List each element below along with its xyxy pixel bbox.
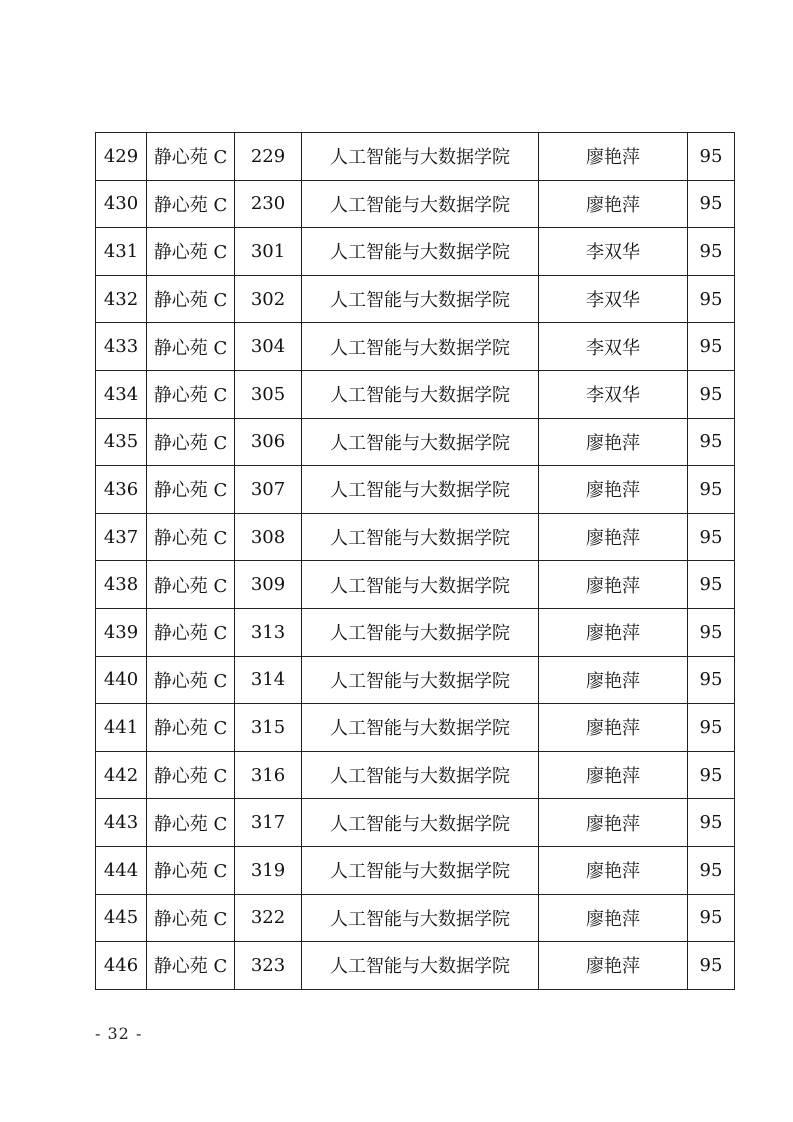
room-number-cell: 306 — [235, 418, 302, 466]
room-number-cell: 316 — [235, 751, 302, 799]
inspector-name-cell: 廖艳萍 — [539, 180, 688, 228]
row-number-cell: 430 — [96, 180, 147, 228]
table-row — [96, 513, 735, 561]
inspector-name-cell: 廖艳萍 — [539, 751, 688, 799]
building-cell: 静心苑 C — [147, 704, 235, 752]
score-cell: 95 — [688, 656, 735, 704]
college-cell: 人工智能与大数据学院 — [302, 751, 539, 799]
room-number-cell: 305 — [235, 370, 302, 418]
college-cell: 人工智能与大数据学院 — [302, 513, 539, 561]
room-number-cell: 301 — [235, 228, 302, 276]
table-row — [96, 466, 735, 514]
table-row — [96, 846, 735, 894]
table-row — [96, 751, 735, 799]
table-row — [96, 561, 735, 609]
row-number-cell: 436 — [96, 466, 147, 514]
table-row — [96, 370, 735, 418]
inspector-name-cell: 李双华 — [539, 275, 688, 323]
table-row — [96, 894, 735, 942]
inspector-name-cell: 廖艳萍 — [539, 513, 688, 561]
room-number-cell: 308 — [235, 513, 302, 561]
room-number-cell: 315 — [235, 704, 302, 752]
college-cell: 人工智能与大数据学院 — [302, 370, 539, 418]
table-row — [96, 323, 735, 371]
college-cell: 人工智能与大数据学院 — [302, 180, 539, 228]
inspector-name-cell: 廖艳萍 — [539, 704, 688, 752]
score-cell: 95 — [688, 180, 735, 228]
building-cell: 静心苑 C — [147, 466, 235, 514]
row-number-cell: 442 — [96, 751, 147, 799]
inspector-name-cell: 廖艳萍 — [539, 846, 688, 894]
table-row — [96, 799, 735, 847]
room-number-cell: 304 — [235, 323, 302, 371]
table-body — [96, 133, 735, 990]
score-cell: 95 — [688, 894, 735, 942]
row-number-cell: 446 — [96, 942, 147, 990]
table-row — [96, 704, 735, 752]
row-number-cell: 431 — [96, 228, 147, 276]
inspector-name-cell: 廖艳萍 — [539, 418, 688, 466]
building-cell: 静心苑 C — [147, 133, 235, 181]
score-cell: 95 — [688, 228, 735, 276]
row-number-cell: 444 — [96, 846, 147, 894]
row-number-cell: 432 — [96, 275, 147, 323]
building-cell: 静心苑 C — [147, 894, 235, 942]
row-number-cell: 437 — [96, 513, 147, 561]
row-number-cell: 429 — [96, 133, 147, 181]
building-cell: 静心苑 C — [147, 656, 235, 704]
inspector-name-cell: 廖艳萍 — [539, 942, 688, 990]
college-cell: 人工智能与大数据学院 — [302, 799, 539, 847]
college-cell: 人工智能与大数据学院 — [302, 561, 539, 609]
score-cell: 95 — [688, 751, 735, 799]
building-cell: 静心苑 C — [147, 228, 235, 276]
page-number: - 32 - — [95, 1024, 143, 1043]
college-cell: 人工智能与大数据学院 — [302, 608, 539, 656]
building-cell: 静心苑 C — [147, 323, 235, 371]
inspector-name-cell: 李双华 — [539, 323, 688, 371]
inspector-name-cell: 李双华 — [539, 370, 688, 418]
room-number-cell: 319 — [235, 846, 302, 894]
row-number-cell: 443 — [96, 799, 147, 847]
room-number-cell: 314 — [235, 656, 302, 704]
building-cell: 静心苑 C — [147, 561, 235, 609]
building-cell: 静心苑 C — [147, 513, 235, 561]
inspector-name-cell: 廖艳萍 — [539, 894, 688, 942]
building-cell: 静心苑 C — [147, 799, 235, 847]
score-cell: 95 — [688, 323, 735, 371]
building-cell: 静心苑 C — [147, 846, 235, 894]
college-cell: 人工智能与大数据学院 — [302, 275, 539, 323]
score-cell: 95 — [688, 608, 735, 656]
college-cell: 人工智能与大数据学院 — [302, 704, 539, 752]
building-cell: 静心苑 C — [147, 275, 235, 323]
table-row — [96, 275, 735, 323]
score-cell: 95 — [688, 942, 735, 990]
row-number-cell: 445 — [96, 894, 147, 942]
room-number-cell: 309 — [235, 561, 302, 609]
building-cell: 静心苑 C — [147, 608, 235, 656]
table-row — [96, 608, 735, 656]
college-cell: 人工智能与大数据学院 — [302, 466, 539, 514]
table-row — [96, 228, 735, 276]
room-number-cell: 313 — [235, 608, 302, 656]
room-number-cell: 323 — [235, 942, 302, 990]
table-row — [96, 656, 735, 704]
inspector-name-cell: 廖艳萍 — [539, 133, 688, 181]
row-number-cell: 435 — [96, 418, 147, 466]
room-number-cell: 317 — [235, 799, 302, 847]
college-cell: 人工智能与大数据学院 — [302, 418, 539, 466]
room-number-cell: 229 — [235, 133, 302, 181]
building-cell: 静心苑 C — [147, 751, 235, 799]
inspector-name-cell: 廖艳萍 — [539, 561, 688, 609]
dormitory-score-table — [95, 132, 735, 990]
inspector-name-cell: 廖艳萍 — [539, 799, 688, 847]
table-row — [96, 418, 735, 466]
score-cell: 95 — [688, 513, 735, 561]
score-cell: 95 — [688, 466, 735, 514]
building-cell: 静心苑 C — [147, 418, 235, 466]
building-cell: 静心苑 C — [147, 942, 235, 990]
row-number-cell: 441 — [96, 704, 147, 752]
college-cell: 人工智能与大数据学院 — [302, 323, 539, 371]
inspector-name-cell: 廖艳萍 — [539, 608, 688, 656]
row-number-cell: 433 — [96, 323, 147, 371]
room-number-cell: 302 — [235, 275, 302, 323]
score-cell: 95 — [688, 133, 735, 181]
inspector-name-cell: 廖艳萍 — [539, 466, 688, 514]
room-number-cell: 230 — [235, 180, 302, 228]
score-cell: 95 — [688, 846, 735, 894]
row-number-cell: 438 — [96, 561, 147, 609]
college-cell: 人工智能与大数据学院 — [302, 846, 539, 894]
inspector-name-cell: 李双华 — [539, 228, 688, 276]
building-cell: 静心苑 C — [147, 180, 235, 228]
score-cell: 95 — [688, 370, 735, 418]
row-number-cell: 434 — [96, 370, 147, 418]
college-cell: 人工智能与大数据学院 — [302, 894, 539, 942]
college-cell: 人工智能与大数据学院 — [302, 228, 539, 276]
table-row — [96, 133, 735, 181]
room-number-cell: 307 — [235, 466, 302, 514]
table-row — [96, 180, 735, 228]
score-cell: 95 — [688, 275, 735, 323]
building-cell: 静心苑 C — [147, 370, 235, 418]
college-cell: 人工智能与大数据学院 — [302, 656, 539, 704]
score-cell: 95 — [688, 799, 735, 847]
college-cell: 人工智能与大数据学院 — [302, 133, 539, 181]
score-cell: 95 — [688, 704, 735, 752]
row-number-cell: 440 — [96, 656, 147, 704]
room-number-cell: 322 — [235, 894, 302, 942]
inspector-name-cell: 廖艳萍 — [539, 656, 688, 704]
college-cell: 人工智能与大数据学院 — [302, 942, 539, 990]
score-cell: 95 — [688, 561, 735, 609]
score-cell: 95 — [688, 418, 735, 466]
table-row — [96, 942, 735, 990]
row-number-cell: 439 — [96, 608, 147, 656]
